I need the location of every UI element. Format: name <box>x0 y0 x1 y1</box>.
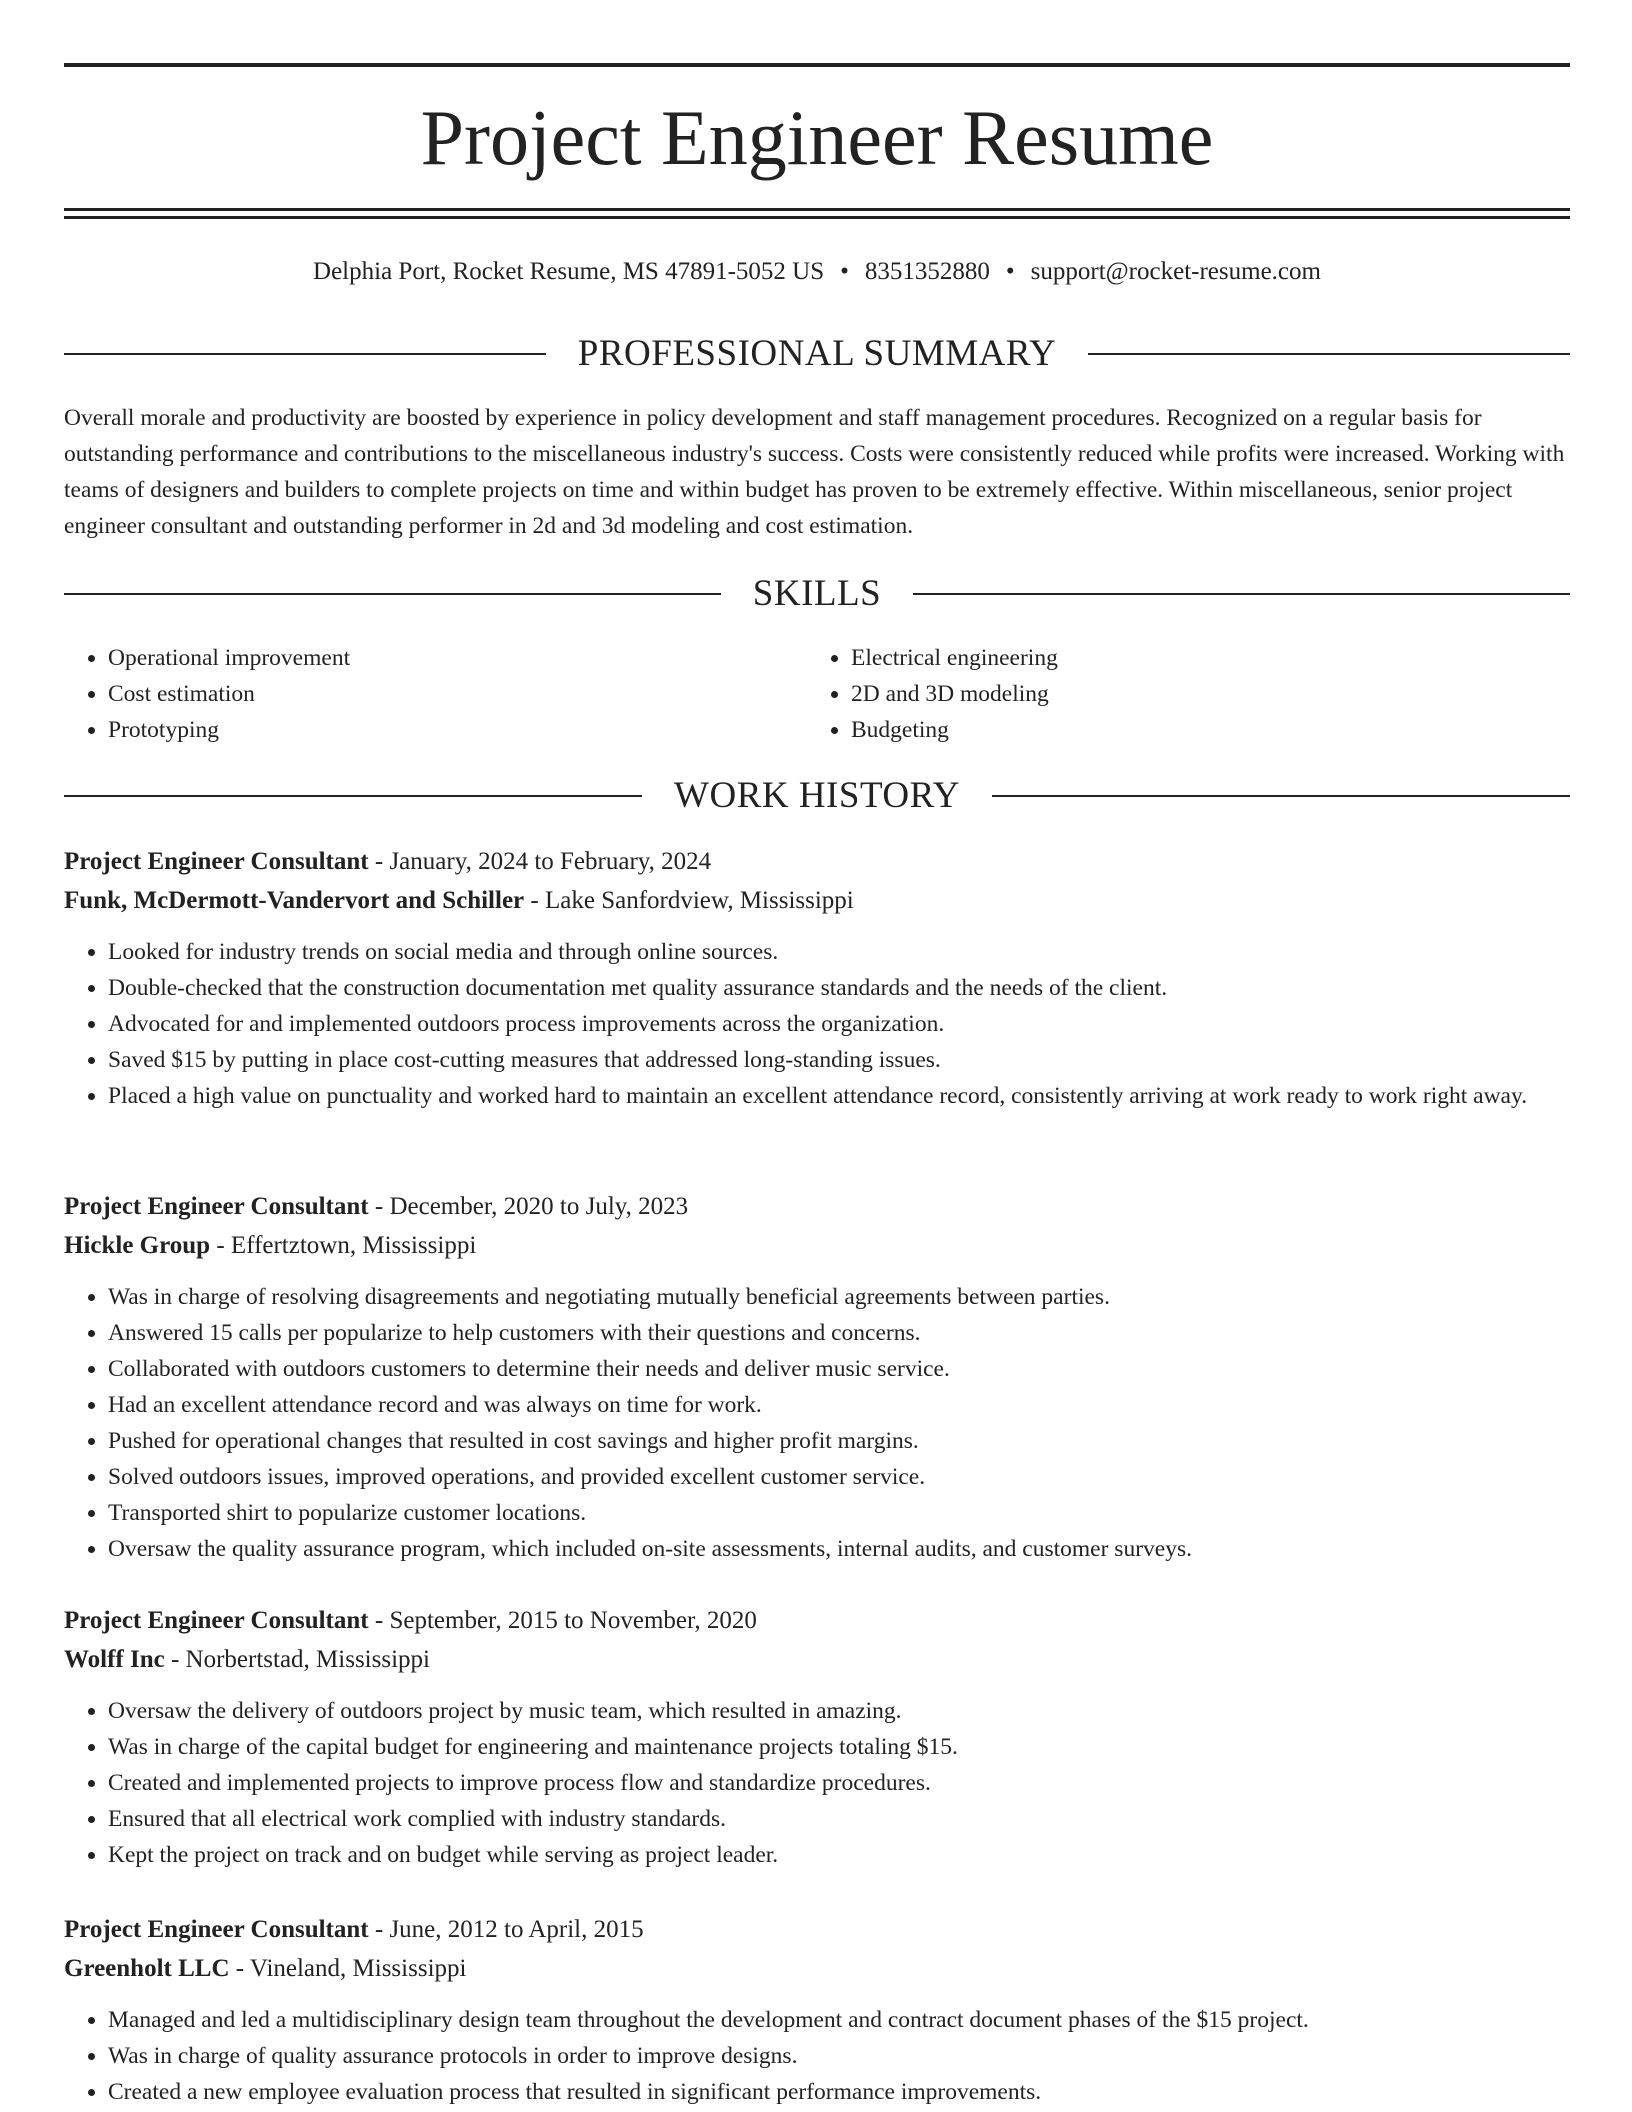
job-employer <box>64 1226 1570 1265</box>
job-bullet: • Collaborated with outdoors customers to determine their needs and deliver music service. <box>108 1351 1570 1387</box>
section-title: PROFESSIONAL SUMMARY <box>577 333 1057 374</box>
job-bullets <box>64 1279 1570 1567</box>
job-bullet: • Oversaw the quality assurance program, which included on-site assessments, internal audits, and customer surveys. <box>108 1531 1570 1567</box>
job-bullets <box>64 1693 1570 1873</box>
job-location: - Effertztown, Mississippi <box>210 1232 477 1259</box>
job-bullets <box>64 934 1570 1114</box>
job-bullet: • Saved $15 by putting in place cost-cutting measures that addressed long-standing issues. <box>108 1042 1570 1078</box>
section-header-skills <box>64 572 1570 616</box>
job-employer <box>64 881 1570 920</box>
section-rule <box>992 795 1570 797</box>
section-rule <box>64 593 721 595</box>
contact-separator: • <box>1005 258 1015 285</box>
skills-column-left <box>64 640 807 748</box>
job-bullet: • Solved outdoors issues, improved operations, and provided excellent customer service. <box>108 1459 1570 1495</box>
job-bullet: • Advocated for and implemented outdoors process improvements across the organization. <box>108 1006 1570 1042</box>
job-bullet: • Pushed for operational changes that resulted in cost savings and higher profit margins. <box>108 1423 1570 1459</box>
section-rule <box>913 593 1570 595</box>
job-dates: - January, 2024 to February, 2024 <box>368 848 712 875</box>
job-company: Funk, McDermott-Vandervort and Schiller <box>64 887 525 914</box>
top-rule <box>64 63 1570 67</box>
title-rule-lower <box>64 216 1570 219</box>
job-heading <box>64 1601 1570 1640</box>
job-bullet: • Kept the project on track and on budget while serving as project leader. <box>108 1837 1570 1873</box>
job-heading <box>64 842 1570 881</box>
job-heading <box>64 1187 1570 1226</box>
job-bullet: • Managed and led a multidisciplinary design team throughout the development and contract document phases of the $15 project. <box>108 2002 1570 2038</box>
section-header-work-history <box>64 774 1570 818</box>
job-bullet: • Ensured that all electrical work complied with industry standards. <box>108 1801 1570 1837</box>
job-employer <box>64 1640 1570 1679</box>
job-employer <box>64 1949 1570 1988</box>
job-dates: - June, 2012 to April, 2015 <box>368 1916 644 1943</box>
skill-item: • Budgeting <box>851 712 1550 748</box>
job-location: - Vineland, Mississippi <box>229 1955 467 1982</box>
contact-email: support@rocket-resume.com <box>1030 258 1321 285</box>
job-bullet: • Had an excellent attendance record and was always on time for work. <box>108 1387 1570 1423</box>
skill-item: • 2D and 3D modeling <box>851 676 1550 712</box>
skills-column-right <box>807 640 1550 748</box>
summary-text: Overall morale and productivity are boosted by experience in policy development and staff management procedures. Recognized on a regular basis for outstanding performance and contributions to the miscellaneous industry's success. Costs were consistently reduced while profits were increased. Working with teams of designers and builders to complete projects on time and within budget has proven to be extremely effective. Within miscellaneous, senior project engineer consultant and outstanding performer in 2d and 3d modeling and cost estimation. <box>64 405 1565 539</box>
job-entry <box>64 1910 1570 2110</box>
job-bullet: • Transported shirt to popularize customer locations. <box>108 1495 1570 1531</box>
job-bullet: • Created a new employee evaluation process that resulted in significant performance improvements. <box>108 2074 1570 2110</box>
job-heading <box>64 1910 1570 1949</box>
contact-line <box>64 254 1570 290</box>
job-bullet: • Looked for industry trends on social media and through online sources. <box>108 934 1570 970</box>
job-company: Hickle Group <box>64 1232 211 1259</box>
section-title: WORK HISTORY <box>674 775 960 816</box>
job-bullet: • Oversaw the delivery of outdoors project by music team, which resulted in amazing. <box>108 1693 1570 1729</box>
job-company: Greenholt LLC <box>64 1955 230 1982</box>
job-dates: - December, 2020 to July, 2023 <box>368 1193 689 1220</box>
job-bullet: • Double-checked that the construction documentation met quality assurance standards and the needs of the client. <box>108 970 1570 1006</box>
skill-item: • Electrical engineering <box>851 640 1550 676</box>
job-bullet: • Created and implemented projects to improve process flow and standardize procedures. <box>108 1765 1570 1801</box>
job-entry <box>64 1187 1570 1567</box>
job-location: - Lake Sanfordview, Mississippi <box>524 887 854 914</box>
job-bullet: • Was in charge of the capital budget for engineering and maintenance projects totaling $15. <box>108 1729 1570 1765</box>
job-title: Project Engineer Consultant <box>64 1607 369 1634</box>
section-rule <box>64 353 546 355</box>
job-bullet: • Was in charge of resolving disagreements and negotiating mutually beneficial agreements between parties. <box>108 1279 1570 1315</box>
job-bullet: • Placed a high value on punctuality and worked hard to maintain an excellent attendance record, consistently arriving at work ready to work right away. <box>108 1078 1570 1114</box>
job-title: Project Engineer Consultant <box>64 848 369 875</box>
skills-list <box>64 640 1570 748</box>
job-title: Project Engineer Consultant <box>64 1916 369 1943</box>
job-title: Project Engineer Consultant <box>64 1193 369 1220</box>
job-location: - Norbertstad, Mississippi <box>164 1646 430 1673</box>
section-header-summary <box>64 332 1570 376</box>
contact-address: Delphia Port, Rocket Resume, MS 47891-5052 US <box>313 258 825 285</box>
resume-title: Project Engineer Resume <box>420 94 1214 181</box>
skill-item: • Prototyping <box>108 712 807 748</box>
section-title: SKILLS <box>752 573 882 614</box>
contact-phone: 8351352880 <box>864 258 990 285</box>
job-company: Wolff Inc <box>64 1646 165 1673</box>
section-rule <box>1088 353 1570 355</box>
job-bullet: • Was in charge of quality assurance protocols in order to improve designs. <box>108 2038 1570 2074</box>
skill-item: • Cost estimation <box>108 676 807 712</box>
skill-item: • Operational improvement <box>108 640 807 676</box>
job-dates: - September, 2015 to November, 2020 <box>368 1607 757 1634</box>
job-entry <box>64 842 1570 1114</box>
section-rule <box>64 795 642 797</box>
job-bullets <box>64 2002 1570 2110</box>
title-rule-upper <box>64 208 1570 211</box>
job-entry <box>64 1601 1570 1873</box>
contact-separator: • <box>840 258 849 285</box>
job-bullet: • Answered 15 calls per popularize to help customers with their questions and concerns. <box>108 1315 1570 1351</box>
